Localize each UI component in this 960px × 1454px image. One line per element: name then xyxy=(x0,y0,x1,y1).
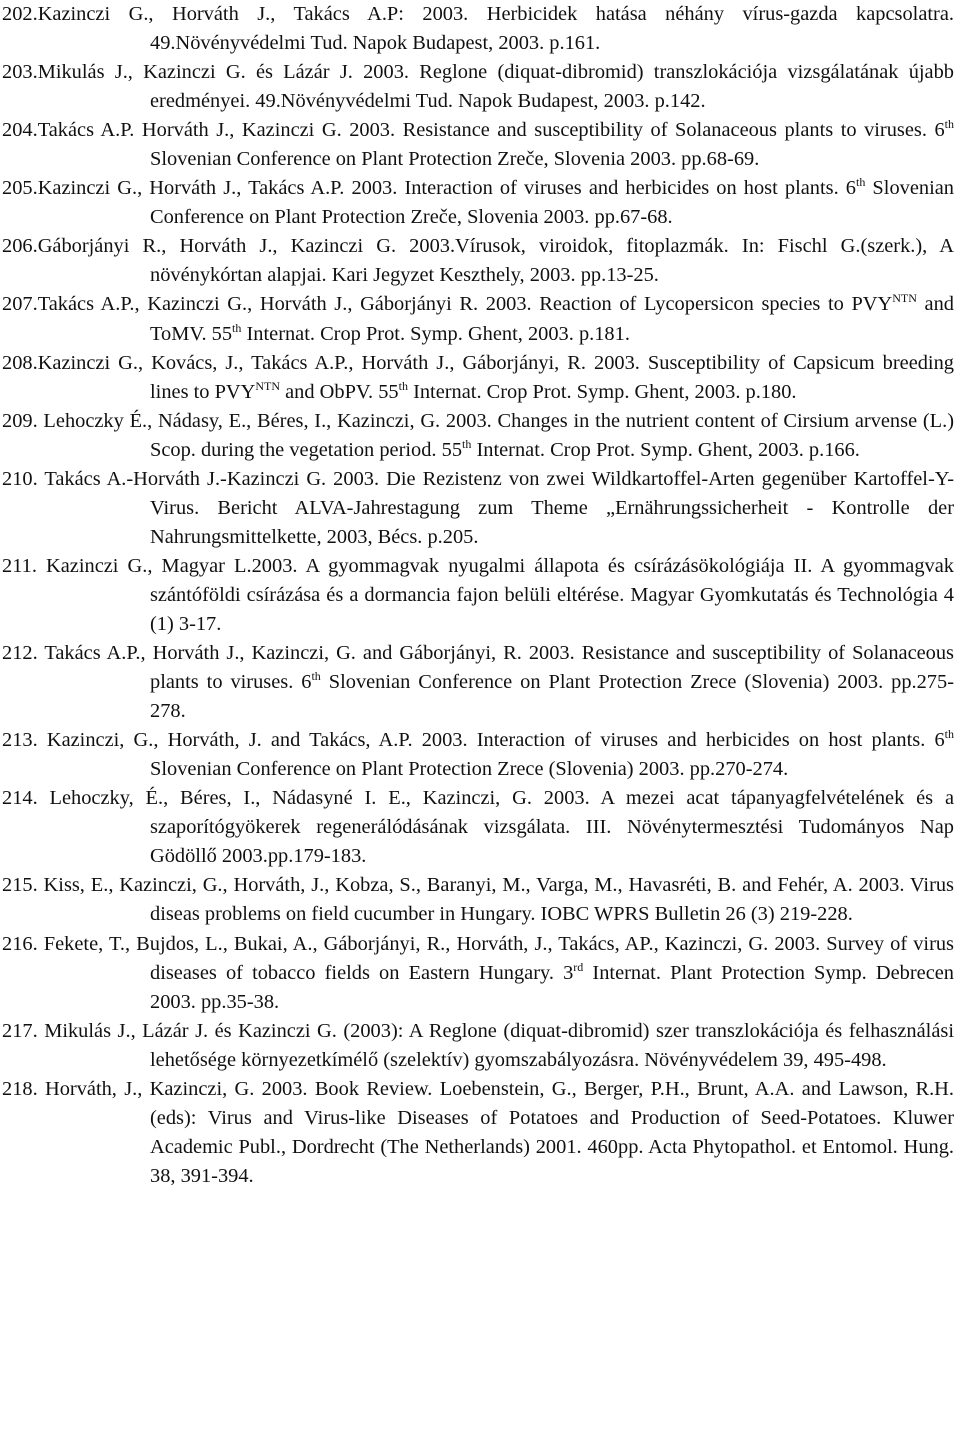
reference-text: Kazinczi G., Kovács, J., Takács A.P., Horváth J., Gáborjányi, R. 2003. Susceptibility of Capsicum breeding lines to PVY xyxy=(37,351,954,403)
reference-number: 204. xyxy=(2,119,38,142)
superscript-text: th xyxy=(398,378,408,393)
reference-entry xyxy=(2,349,954,407)
reference-entry xyxy=(2,58,954,116)
reference-number: 203. xyxy=(2,61,38,84)
reference-number: 215. xyxy=(2,874,38,897)
reference-text: Takács A.P. Horváth J., Kazinczi G. 2003. Resistance and susceptibility of Solanaceous plants to viruses. 6 xyxy=(37,119,945,142)
reference-number: 207. xyxy=(2,293,38,316)
reference-number: 218. xyxy=(2,1077,38,1100)
reference-entry xyxy=(2,290,954,348)
superscript-text: th xyxy=(944,117,954,132)
reference-entry xyxy=(2,784,954,871)
reference-text: Takács A.P., Horváth J., Kazinczi, G. and Gáborjányi, R. 2003. Resistance and susceptibility of Solanaceous plants to viruses. 6 xyxy=(37,642,954,694)
reference-text: Internat. Crop Prot. Symp. Ghent, 2003. p.180. xyxy=(407,380,797,403)
reference-text: Slovenian Conference on Plant Protection Zrece (Slovenia) 2003. pp.270-274. xyxy=(150,758,789,781)
reference-entry xyxy=(2,930,954,1017)
reference-number: 202. xyxy=(2,3,38,25)
reference-entry xyxy=(2,407,954,465)
reference-text: Takács A.-Horváth J.-Kazinczi G. 2003. Die Rezistenz von zwei Wildkartoffel-Arten gegenüber Kartoffel-Y-Virus. Bericht ALVA-Jahrestagung zum Theme „Ernährungssicherheit - Kontrolle der Nahrungsmittelkette, 2003, Bécs. p.205. xyxy=(37,467,954,548)
reference-number: 205. xyxy=(2,177,38,200)
superscript-text: th xyxy=(232,320,242,335)
reference-text: Slovenian Conference on Plant Protection Zrece (Slovenia) 2003. pp.275-278. xyxy=(150,671,954,723)
reference-number: 212. xyxy=(2,642,38,665)
reference-entry xyxy=(2,174,954,232)
reference-text: and ObPV. 55 xyxy=(280,380,399,403)
reference-text: Slovenian Conference on Plant Protection Zreče, Slovenia 2003. pp.67-68. xyxy=(150,177,954,229)
reference-number: 216. xyxy=(2,932,38,955)
reference-text: and ToMV. 55 xyxy=(150,293,954,345)
superscript-text: th xyxy=(944,727,954,742)
reference-entry xyxy=(2,232,954,290)
reference-text: Kazinczi G., Magyar L.2003. A gyommagvak nyugalmi állapota és csírázásökológiája II. A gyommagvak szántóföldi csírázása és a dormancia fajon belüli eltérése. Magyar Gyomkutatás és Technológia 4 (1) 3-17. xyxy=(36,554,954,635)
reference-text: Slovenian Conference on Plant Protection Zreče, Slovenia 2003. pp.68-69. xyxy=(150,148,760,171)
reference-entry xyxy=(2,465,954,552)
reference-entry xyxy=(2,871,954,929)
reference-text: Fekete, T., Bujdos, L., Bukai, A., Gáborjányi, R., Horváth, J., Takács, AP., Kazinczi, G. 2003. Survey of virus diseases of tobacco fields on Eastern Hungary. 3 xyxy=(37,932,954,984)
reference-text: Mikulás J., Kazinczi G. és Lázár J. 2003. Reglone (diquat-dibromid) transzlokációja vizsgálatának újabb eredményei. 49.Növényvédelmi Tud. Napok Budapest, 2003. p.142. xyxy=(37,61,954,113)
reference-number: 209. xyxy=(2,409,38,432)
reference-text: Gáborjányi R., Horváth J., Kazinczi G. 2003.Vírusok, viroidok, fitoplazmák. In: Fischl G.(szerk.), A növénykórtan alapjai. Kari Jegyzet Keszthely, 2003. pp.13-25. xyxy=(37,235,954,287)
superscript-text: rd xyxy=(573,959,584,974)
superscript-text: th xyxy=(462,436,472,451)
reference-text: Takács A.P., Kazinczi G., Horváth J., Gáborjányi R. 2003. Reaction of Lycopersicon species to PVY xyxy=(37,293,893,316)
reference-number: 214. xyxy=(2,787,38,810)
reference-text: Internat. Crop Prot. Symp. Ghent, 2003. p.166. xyxy=(471,438,860,461)
reference-text: Kiss, E., Kazinczi, G., Horváth, J., Kobza, S., Baranyi, M., Varga, M., Havasréti, B. and Fehér, A. 2003. Virus diseas problems on field cucumber in Hungary. IOBC WPRS Bulletin 26 (3) 219-228. xyxy=(37,874,954,926)
reference-text: Mikulás J., Lázár J. és Kazinczi G. (2003): A Reglone (diquat-dibromid) szer transzlokációja és felhasználási lehetősége környezetkímélő (szelektív) gyomszabályozásra. Növényvédelem 39, 495-498. xyxy=(37,1019,954,1071)
reference-text: Horváth, J., Kazinczi, G. 2003. Book Review. Loebenstein, G., Berger, P.H., Brunt, A.A. and Lawson, R.H.(eds): Virus and Virus-like Diseases of Potatoes and Production of Seed-Potatoes. Kluwer Academic Publ., Dordrecht (The Netherlands) 2001. 460pp. Acta Phytopathol. et Entomol. Hung. 38, 391-394. xyxy=(37,1077,954,1187)
reference-entry xyxy=(2,726,954,784)
reference-text: Kazinczi G., Horváth J., Takács A.P: 2003. Herbicidek hatása néhány vírus-gazda kapcsolatra. 49.Növényvédelmi Tud. Napok Budapest, 2003. p.161. xyxy=(37,3,954,55)
reference-text: Lehoczky, É., Béres, I., Nádasyné I. E., Kazinczi, G. 2003. A mezei acat tápanyagfelvételének és a szaporítógyökerek regenerálódásának vizsgálata. III. Növénytermesztési Tudományos Nap Gödöllő 2003.pp.179-183. xyxy=(37,787,954,868)
reference-number: 210. xyxy=(2,467,38,490)
reference-entry xyxy=(2,552,954,639)
reference-entry xyxy=(2,1017,954,1075)
reference-text: Kazinczi G., Horváth J., Takács A.P. 2003. Interaction of viruses and herbicides on host plants. 6 xyxy=(37,177,856,200)
reference-text: Kazinczi, G., Horváth, J. and Takács, A.P. 2003. Interaction of viruses and herbicides on host plants. 6 xyxy=(37,729,945,752)
reference-entry xyxy=(2,116,954,174)
superscript-text: NTN xyxy=(255,378,281,393)
reference-text: Internat. Plant Protection Symp. Debrecen 2003. pp.35-38. xyxy=(150,961,954,1013)
reference-number: 208. xyxy=(2,351,38,374)
reference-entry xyxy=(2,1075,954,1191)
superscript-text: th xyxy=(311,669,321,684)
reference-entry xyxy=(2,639,954,726)
reference-number: 211. xyxy=(2,554,37,577)
reference-text: Lehoczky É., Nádasy, E., Béres, I., Kazinczi, G. 2003. Changes in the nutrient content of Cirsium arvense (L.) Scop. during the vegetation period. 55 xyxy=(37,409,954,461)
reference-text: Internat. Crop Prot. Symp. Ghent, 2003. p.181. xyxy=(241,322,630,345)
reference-number: 217. xyxy=(2,1019,38,1042)
reference-entry xyxy=(2,0,954,58)
superscript-text: th xyxy=(855,175,866,190)
reference-number: 213. xyxy=(2,729,38,752)
reference-number: 206. xyxy=(2,235,38,258)
superscript-text: NTN xyxy=(892,291,917,306)
